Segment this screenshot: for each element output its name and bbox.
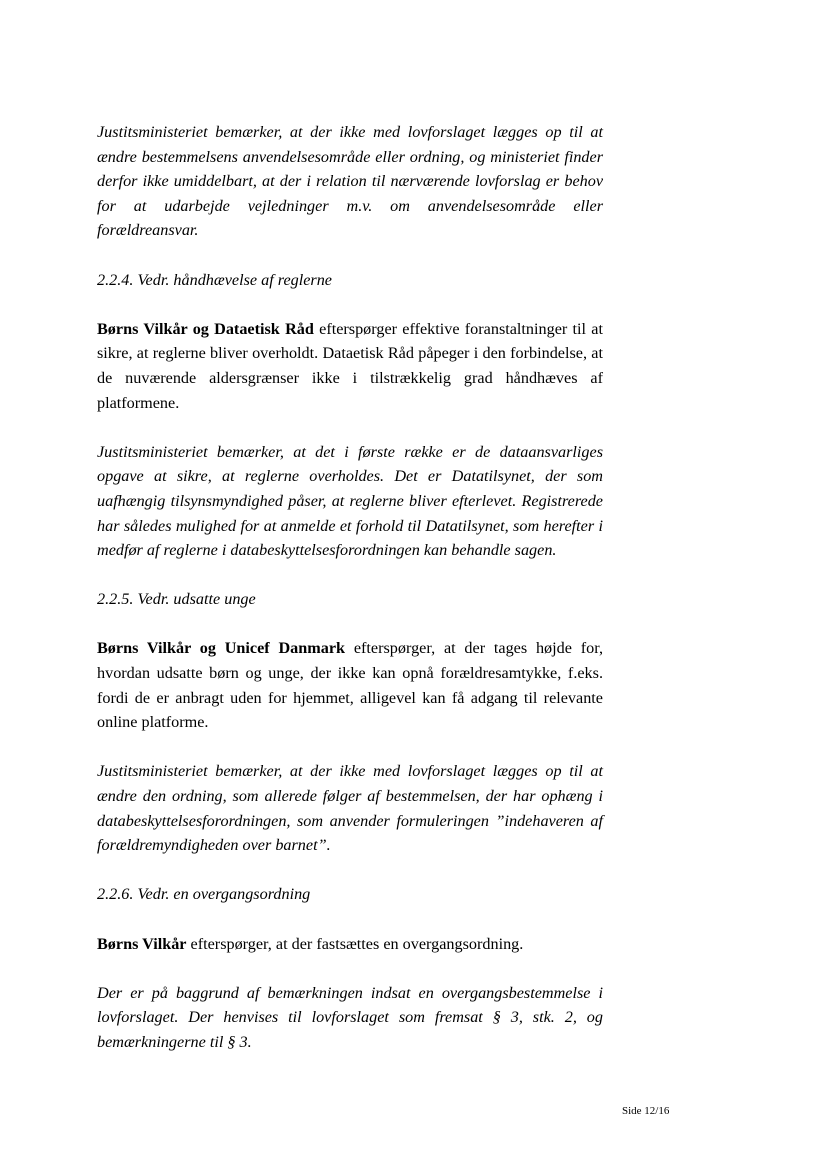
ministry-comment-1: Justitsministeriet bemærker, at der ikke med lovforslaget lægges op til at ændre bestemmelsens anvendelsesområde eller ordning, og ministeriet finder derfor ikke umiddelbart, at der i relation til nærværende lovforslag er behov for at udarbejde vejledninger m.v. om anvendelsesområde eller forældreansvar. — [97, 123, 603, 240]
organization-names: Børns Vilkår — [97, 934, 187, 953]
section-heading-2-2-6: 2.2.6. Vedr. en overgangsordning — [97, 885, 311, 904]
consultation-statement-1 — [97, 317, 603, 415]
section-heading-2-2-4: 2.2.4. Vedr. håndhævelse af reglerne — [97, 270, 332, 289]
document-body — [97, 120, 603, 1055]
page-number: Side 12/16 — [622, 1105, 670, 1117]
ministry-comment-3: Justitsministeriet bemærker, at der ikke med lovforslaget lægges op til at ændre den ordning, som allerede følger af bestemmelsen, der har ophæng i databeskyttelsesforordningen, som anvender formuleringen ”indehaveren af forældremyndigheden over barnet”. — [97, 762, 603, 855]
statement-text: efterspørger, at der fastsættes en overgangsordning. — [186, 934, 524, 953]
organization-names: Børns Vilkår og Dataetisk Råd — [97, 319, 314, 338]
organization-names: Børns Vilkår og Unicef Danmark — [97, 639, 346, 658]
section-heading-2-2-5: 2.2.5. Vedr. udsatte unge — [97, 590, 256, 609]
ministry-comment-2: Justitsministeriet bemærker, at det i første række er de dataansvarliges opgave at sikre, at reglerne overholdes. Det er Datatilsynet, der som uafhængig tilsynsmyndighed påser, at reglerne bliver efterlevet. Registrerede har således mulighed for at anmelde et forhold til Datatilsynet, som herefter i medfør af reglerne i databeskyttelsesforordningen kan behandle sagen. — [97, 442, 603, 560]
statement-text: efterspørger effektive foranstaltninger til at sikre, at reglerne bliver overholdt. Dataetisk Råd påpeger i den forbindelse, at de nuværende aldersgrænser ikke i tilstrækkelig grad håndhæves af platformene. — [97, 319, 603, 412]
consultation-statement-2 — [97, 636, 603, 734]
ministry-comment-4: Der er på baggrund af bemærkningen indsat en overgangsbestemmelse i lovforslaget. Der henvises til lovforslaget som fremsat § 3, stk. 2, og bemærkningerne til § 3. — [97, 983, 603, 1051]
statement-text: efterspørger, at der tages højde for, hvordan udsatte børn og unge, der ikke kan opnå forældresamtykke, f.eks. fordi de er anbragt uden for hjemmet, alligevel kan få adgang til relevante online platforme. — [97, 639, 603, 732]
consultation-statement-3 — [97, 932, 603, 957]
